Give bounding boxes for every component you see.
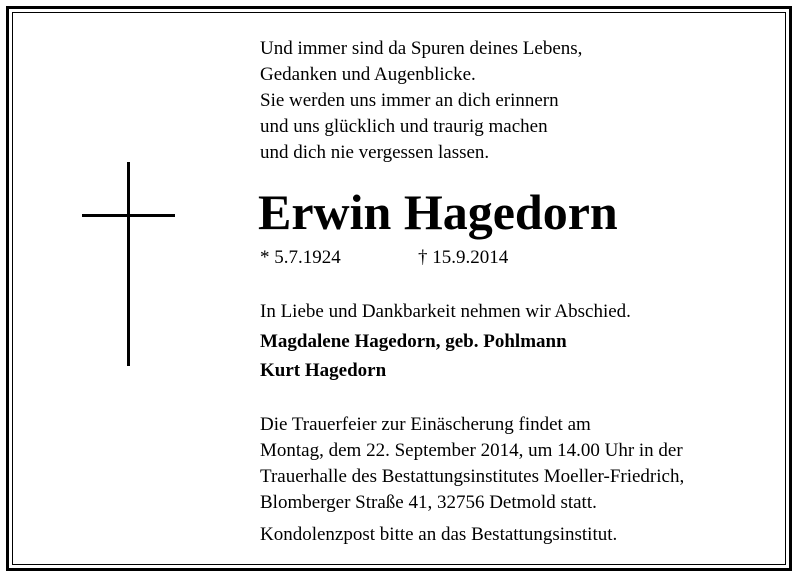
memorial-poem bbox=[260, 36, 582, 166]
poem-line: Sie werden uns immer an dich erinnern bbox=[260, 90, 559, 111]
poem-line: und dich nie vergessen lassen. bbox=[260, 142, 490, 163]
ceremony-line: Die Trauerfeier zur Einäscherung findet am bbox=[260, 414, 591, 435]
mourner-name: Magdalene Hagedorn, geb. Pohlmann bbox=[260, 331, 567, 352]
cross-horizontal-bar bbox=[82, 214, 175, 217]
farewell-text: In Liebe und Dankbarkeit nehmen wir Abschied. bbox=[260, 301, 631, 322]
poem-line: Und immer sind da Spuren deines Lebens, bbox=[260, 38, 583, 59]
deceased-name: Erwin Hagedorn bbox=[258, 184, 618, 240]
birth-date: * 5.7.1924 bbox=[260, 247, 341, 268]
ceremony-line: Trauerhalle des Bestattungsinstitutes Moeller-Friedrich, bbox=[260, 466, 685, 487]
ceremony-line: Blomberger Straße 41, 32756 Detmold statt. bbox=[260, 492, 597, 513]
mourner-name: Kurt Hagedorn bbox=[260, 360, 387, 381]
poem-line: und uns glücklich und traurig machen bbox=[260, 116, 548, 137]
cross-vertical-bar bbox=[127, 162, 130, 366]
ceremony-line: Montag, dem 22. September 2014, um 14.00 Uhr in der bbox=[260, 440, 683, 461]
death-date: † 15.9.2014 bbox=[418, 247, 509, 268]
condolence-note: Kondolenzpost bitte an das Bestattungsinstitut. bbox=[260, 524, 618, 545]
ceremony-notice bbox=[260, 412, 684, 516]
poem-line: Gedanken und Augenblicke. bbox=[260, 64, 476, 85]
